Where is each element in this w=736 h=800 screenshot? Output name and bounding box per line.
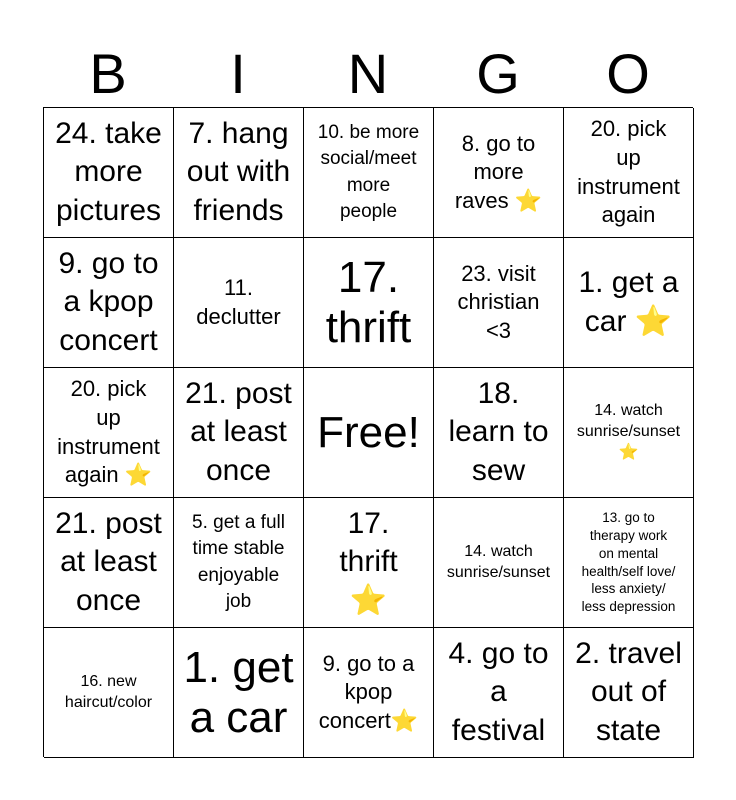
bingo-cell-r1-c4[interactable] xyxy=(434,108,564,238)
cell-label: 7. hang out with friends xyxy=(186,117,291,227)
bingo-cell-r4-c1[interactable] xyxy=(44,498,174,628)
bingo-cell-r1-c1[interactable] xyxy=(44,108,174,238)
bingo-board xyxy=(43,107,693,757)
bingo-cell-r3-c5[interactable] xyxy=(564,368,694,498)
cell-label: 13. go to therapy work on mental health/self love/ less anxiety/ less depression xyxy=(581,510,676,615)
cell-label: 4. go to a festival xyxy=(448,637,549,747)
cell-label: 24. take more pictures xyxy=(55,117,162,227)
bingo-cell-r4-c2[interactable] xyxy=(174,498,304,628)
cell-label: 1. get a car xyxy=(183,642,294,742)
cell-label: 9. go to a kpop concert⭐ xyxy=(318,650,419,733)
cell-label: 21. post at least once xyxy=(55,507,162,617)
bingo-cell-r2-c4[interactable] xyxy=(434,238,564,368)
bingo-cell-r1-c2[interactable] xyxy=(174,108,304,238)
cell-label: 10. be more social/meet more people xyxy=(317,122,420,222)
cell-label: 17. thrift xyxy=(325,252,412,352)
bingo-cell-r3-c1[interactable] xyxy=(44,368,174,498)
bingo-cell-r5-c4[interactable] xyxy=(434,628,564,758)
cell-label: 14. watch sunrise/sunset ⭐ xyxy=(576,402,681,461)
header-letter-g: G xyxy=(476,42,520,105)
cell-label: 20. pick up instrument again ⭐ xyxy=(57,376,160,488)
header-letter-n: N xyxy=(347,42,389,105)
header-letter-b: B xyxy=(89,42,127,105)
bingo-cell-r4-c5[interactable] xyxy=(564,498,694,628)
bingo-cell-r2-c3[interactable] xyxy=(304,238,434,368)
cell-label: 23. visit christian <3 xyxy=(457,260,540,343)
cell-label: 2. travel out of state xyxy=(575,637,682,747)
bingo-cell-r3-c4[interactable] xyxy=(434,368,564,498)
bingo-cell-r5-c5[interactable] xyxy=(564,628,694,758)
bingo-cell-r1-c3[interactable] xyxy=(304,108,434,238)
bingo-header xyxy=(43,40,693,108)
cell-label: 18. learn to sew xyxy=(448,377,549,487)
cell-label: 20. pick up instrument again xyxy=(577,116,680,228)
bingo-cell-r3-c2[interactable] xyxy=(174,368,304,498)
free-space-cell[interactable] xyxy=(304,368,434,498)
header-letter-o: O xyxy=(606,42,650,105)
header-letter-i: I xyxy=(230,42,246,105)
cell-label: 11. declutter xyxy=(196,274,281,329)
bingo-cell-r5-c1[interactable] xyxy=(44,628,174,758)
cell-label: 1. get a car ⭐ xyxy=(578,266,679,338)
bingo-cell-r4-c3[interactable] xyxy=(304,498,434,628)
bingo-cell-r2-c2[interactable] xyxy=(174,238,304,368)
cell-label: 9. go to a kpop concert xyxy=(58,247,159,357)
bingo-cell-r2-c1[interactable] xyxy=(44,238,174,368)
bingo-cell-r1-c5[interactable] xyxy=(564,108,694,238)
bingo-cell-r2-c5[interactable] xyxy=(564,238,694,368)
cell-label: 14. watch sunrise/sunset xyxy=(446,542,551,581)
bingo-cell-r5-c3[interactable] xyxy=(304,628,434,758)
bingo-cell-r5-c2[interactable] xyxy=(174,628,304,758)
cell-label: 8. go to more raves ⭐ xyxy=(454,130,543,213)
cell-label: 5. get a full time stable enjoyable job xyxy=(192,512,285,612)
cell-label: 21. post at least once xyxy=(185,377,292,487)
free-space-label: Free! xyxy=(317,407,420,457)
cell-label: 17. thrift ⭐ xyxy=(339,507,398,617)
bingo-cell-r4-c4[interactable] xyxy=(434,498,564,628)
cell-label: 16. new haircut/color xyxy=(64,672,153,711)
